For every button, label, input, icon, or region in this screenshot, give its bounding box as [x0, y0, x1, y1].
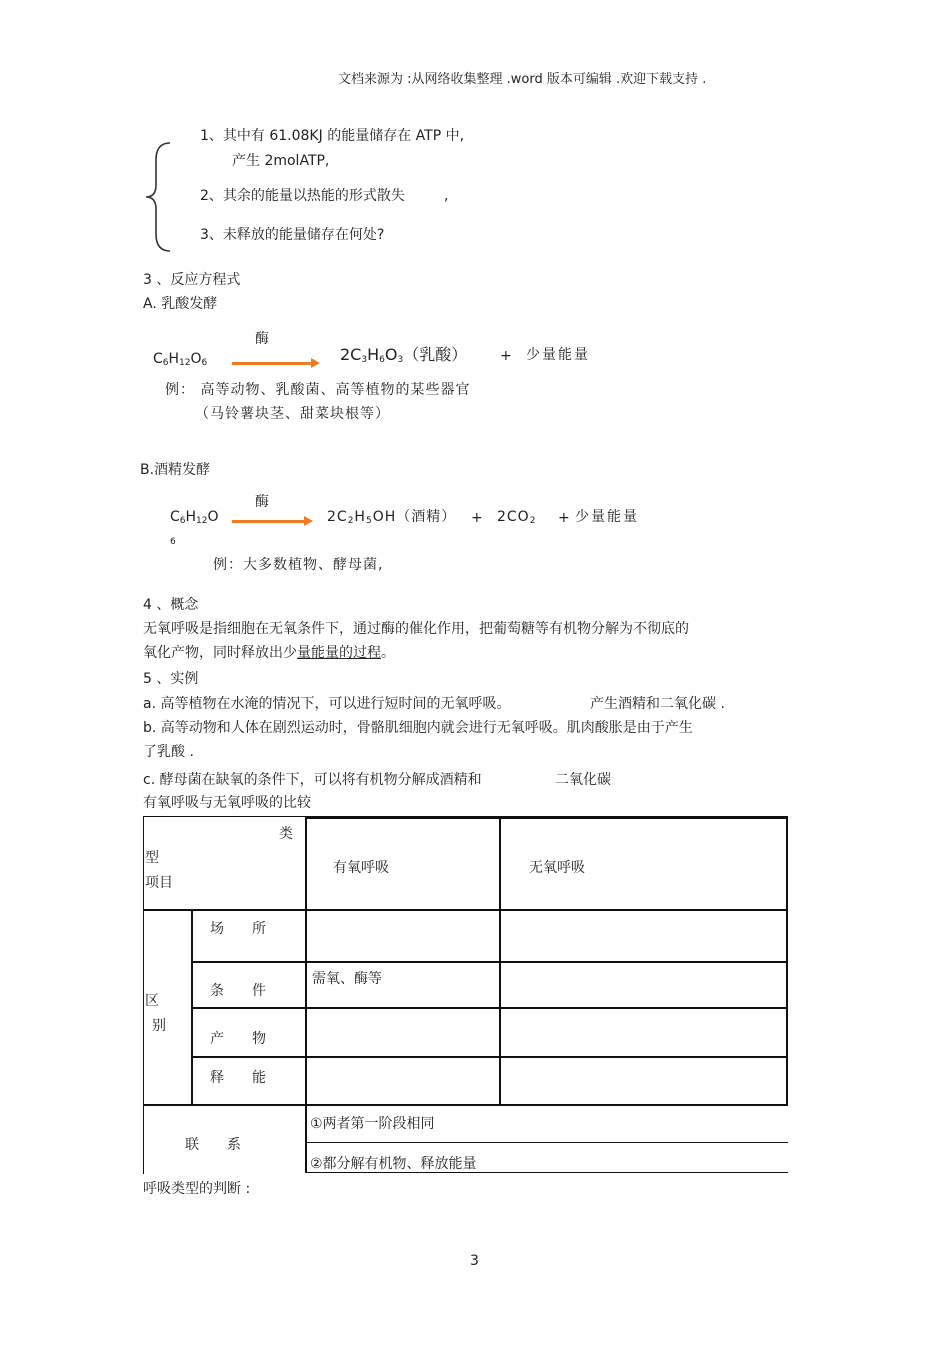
table-header-lei: 类: [279, 826, 293, 842]
example-b-line-2: 了乳酸 .: [143, 744, 194, 760]
brace-item-2-comma: ,: [444, 188, 449, 204]
page-header: 文档来源为 :从网络收集整理 .word 版本可编辑 .欢迎下载支持 .: [338, 72, 707, 87]
table-group-label-2: 别: [152, 1018, 166, 1034]
brace-item-1-line1: 1、其中有 61.08KJ 的能量储存在 ATP 中,: [200, 128, 465, 144]
table-header-aerobic: 有氧呼吸: [333, 860, 389, 876]
example-a: a. 高等植物在水淹的情况下，可以进行短时间的无氧呼吸。: [143, 696, 511, 712]
page-number: 3: [470, 1253, 479, 1269]
alcohol-reactant-wrap: 6: [170, 537, 176, 547]
alcohol-enzyme-label: 酶: [255, 494, 269, 510]
lactic-example-2: （马铃薯块茎、甜菜块根等）: [195, 406, 390, 422]
lactic-product: $2C_3H_6O_3$（乳酸）: [340, 345, 468, 365]
alcohol-title: B.酒精发酵: [140, 462, 211, 478]
example-c-tail: 二氧化碳: [555, 772, 611, 788]
brace-item-3: 3、未释放的能量储存在何处?: [200, 227, 385, 243]
brace-item-1-line2: 产生 2molATP,: [232, 153, 330, 169]
table-header-anaerobic: 无氧呼吸: [529, 860, 585, 876]
section-5-title: 5 、实例: [143, 671, 199, 687]
section-4-title: 4 、概念: [143, 597, 199, 613]
lactic-example-1: 例： 高等动物、乳酸菌、高等植物的某些器官: [165, 382, 471, 398]
table-row-label-condition: 条 件: [210, 983, 266, 999]
concept-line-1: 无氧呼吸是指细胞在无氧条件下，通过酶的催化作用，把葡萄糖等有机物分解为不彻底的: [143, 621, 689, 637]
table-cell-condition-aerobic: 需氧、酶等: [312, 971, 382, 987]
alcohol-energy: 少量能量: [575, 509, 639, 525]
lactic-reactant: $C_6H_{12}O_6$: [153, 351, 208, 368]
alcohol-product-2: $2CO_2$: [497, 509, 537, 526]
example-c: c. 酵母菌在缺氧的条件下，可以将有机物分解成酒精和: [143, 772, 482, 788]
concept-line-2: 氧化产物，同时释放出少量能量的过程。: [143, 645, 395, 661]
curly-brace-icon: [140, 140, 180, 255]
alcohol-plus-1: +: [471, 510, 483, 526]
table-row-label-energy: 释 能: [210, 1070, 266, 1086]
lactic-energy: 少量能量: [526, 347, 590, 363]
table-relation-1: ①两者第一阶段相同: [310, 1116, 435, 1132]
comparison-title: 有氧呼吸与无氧呼吸的比较: [143, 795, 311, 811]
lactic-plus: +: [500, 348, 512, 364]
table-group-label-1: 区: [145, 993, 159, 1009]
alcohol-plus-2: +: [558, 510, 570, 526]
alcohol-reactant: $C_6H_{12}O$: [170, 509, 219, 526]
table-relation-label: 联 系: [185, 1137, 241, 1153]
lactic-enzyme-label: 酶: [255, 331, 269, 347]
alcohol-example: 例：大多数植物、酵母菌,: [213, 557, 384, 573]
example-b-line-1: b. 高等动物和人体在剧烈运动时，骨骼肌细胞内就会进行无氧呼吸。肌肉酸胀是由于产生: [143, 720, 693, 736]
lactic-title: A. 乳酸发酵: [143, 296, 218, 312]
respiration-type-heading: 呼吸类型的判断 :: [143, 1181, 251, 1197]
alcohol-product-1: $2C_2H_5OH$（酒精）: [327, 509, 457, 526]
table-relation-2: ②都分解有机物、释放能量: [310, 1156, 477, 1172]
table-header-xiangmu: 项目: [145, 875, 173, 891]
brace-item-2: 2、其余的能量以热能的形式散失: [200, 188, 405, 204]
table-header-xing: 型: [145, 850, 159, 866]
table-row-label-product: 产 物: [210, 1031, 266, 1047]
lactic-arrow-icon: [232, 362, 312, 365]
table-row-label-place: 场 所: [210, 921, 266, 937]
alcohol-arrow-icon: [232, 520, 305, 523]
section-3-title: 3 、反应方程式: [143, 272, 241, 288]
example-a-tail: 产生酒精和二氧化碳 .: [590, 696, 725, 712]
